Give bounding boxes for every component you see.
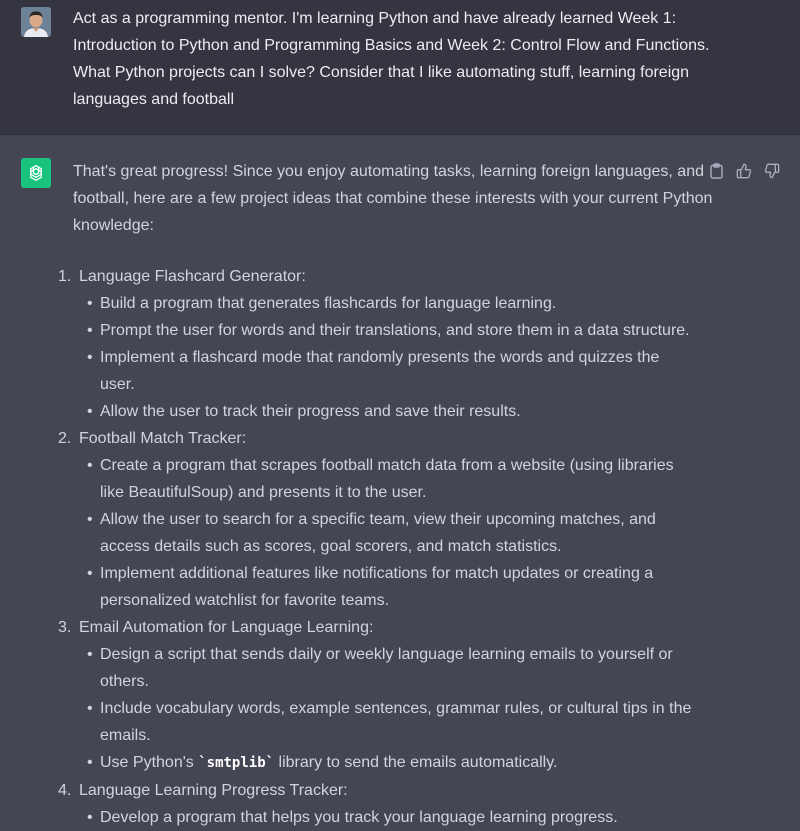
project-bullets — [79, 452, 698, 614]
bullet-item: • Develop a program that helps you track your language learning progress. — [100, 804, 698, 831]
user-avatar — [21, 7, 51, 37]
project-title: Email Automation for Language Learning: — [79, 619, 374, 636]
bullet-item: • Design a script that sends daily or weekly language learning emails to yourself or others. — [100, 641, 698, 695]
project-list — [58, 263, 698, 831]
project-title: Language Learning Progress Tracker: — [79, 782, 348, 799]
message-actions — [706, 161, 782, 181]
bullet-item: • Prompt the user for words and their translations, and store them in a data structure. — [100, 317, 698, 344]
thumbs-up-icon — [736, 163, 752, 179]
bullet-item: • Build a program that generates flashcards for language learning. — [100, 290, 698, 317]
assistant-response — [58, 158, 713, 831]
project-item — [58, 777, 698, 831]
user-message-text: Act as a programming mentor. I'm learning Python and have already learned Week 1: Introduction to Python and Programming Basics and Week 2: Control Flow and Functions. What Python projects can I solve? Consider that I like automating stuff, learning foreign languages and football — [73, 10, 710, 108]
project-number: 4. — [58, 782, 72, 799]
project-item — [58, 614, 698, 777]
thumbs-down-button[interactable] — [762, 161, 782, 181]
bullet-item: • Create a program that scrapes football match data from a website (using libraries like BeautifulSoup) and presents it to the user. — [100, 452, 698, 506]
project-bullets — [79, 804, 698, 831]
bullet-item: • Implement a flashcard mode that randomly presents the words and quizzes the user. — [100, 344, 698, 398]
assistant-message — [0, 135, 800, 826]
project-item — [58, 263, 698, 425]
openai-logo-icon — [21, 158, 51, 188]
thumbs-down-icon — [764, 163, 780, 179]
inline-code: `smtplib` — [198, 755, 275, 771]
project-number: 2. — [58, 430, 72, 447]
response-intro: That's great progress! Since you enjoy automating tasks, learning foreign languages, and football, here are a few project ideas that combine these interests with your current Python knowledge: — [73, 163, 713, 234]
bullet-item: • Allow the user to track their progress and save their results. — [100, 398, 698, 425]
project-bullets — [79, 641, 698, 777]
project-number: 1. — [58, 268, 72, 285]
user-message — [0, 0, 800, 135]
bullet-item: • Implement additional features like notifications for match updates or creating a personalized watchlist for favorite teams. — [100, 560, 698, 614]
project-title: Football Match Tracker: — [79, 430, 247, 447]
bullet-item: • Include vocabulary words, example sentences, grammar rules, or cultural tips in the emails. — [100, 695, 698, 749]
bullet-suffix: library to send the emails automatically. — [274, 754, 558, 771]
project-title: Language Flashcard Generator: — [79, 268, 306, 285]
bullet-prefix: Use Python's — [100, 754, 199, 771]
bullet-item: • Allow the user to search for a specific team, view their upcoming matches, and access details such as scores, goal scorers, and match statistics. — [100, 506, 698, 560]
project-bullets — [79, 290, 698, 425]
thumbs-up-button[interactable] — [734, 161, 754, 181]
project-item — [58, 425, 698, 614]
project-number: 3. — [58, 619, 72, 636]
